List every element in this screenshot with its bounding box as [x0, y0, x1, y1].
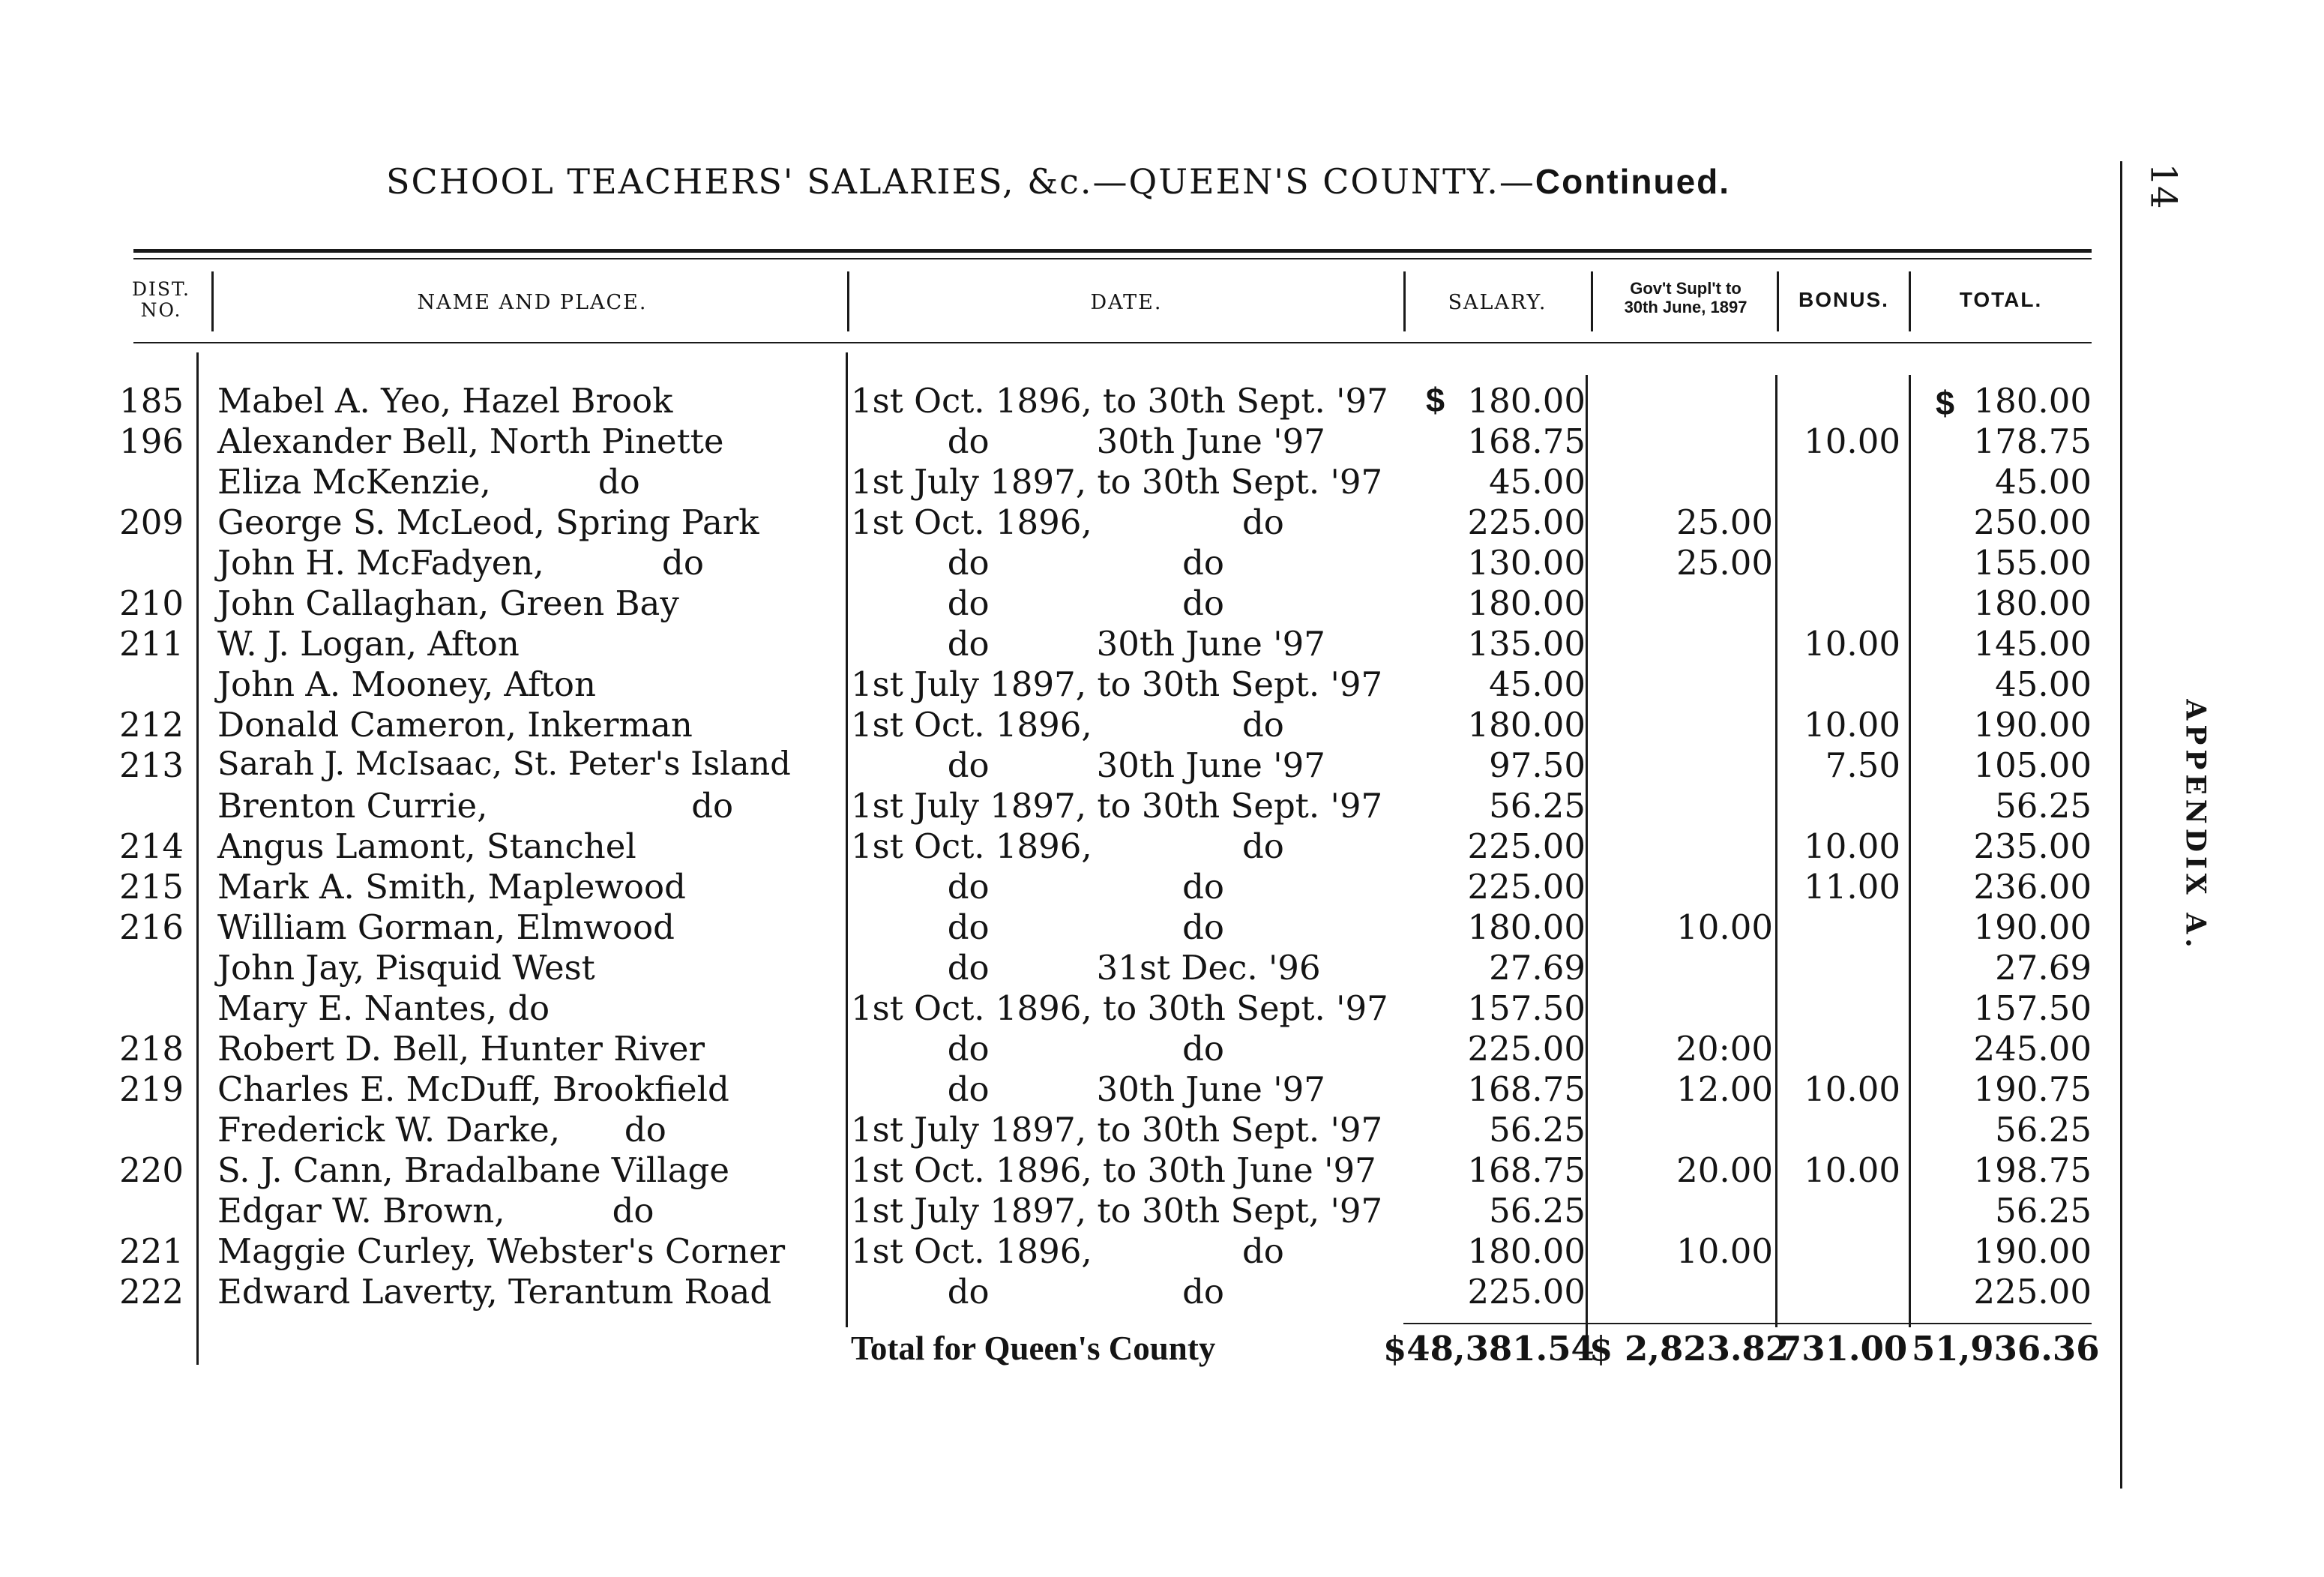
cell-salary: 225.00: [1467, 502, 1586, 542]
cell-salary: 180.00: [1467, 705, 1586, 745]
cell-date: 1st Oct. 1896, to 30th Sept. '97: [851, 988, 1388, 1028]
cell-bonus: 10.00: [1804, 624, 1900, 664]
header-dist-line1: DIST.: [132, 278, 190, 300]
cell-date: 1st Oct. 1896, to 30th June '97: [851, 1150, 1376, 1190]
cell-dist: 218: [119, 1029, 184, 1069]
table-row: [0, 1272, 2324, 1312]
table-row: [0, 745, 2324, 786]
cell-date: do 30th June '97: [851, 421, 1325, 461]
header-dist: [120, 279, 202, 321]
cell-date: 1st Oct. 1896, do: [851, 705, 1284, 745]
cell-date: do do: [851, 867, 1225, 907]
cell-salary: 225.00: [1467, 1029, 1586, 1069]
table-row: [0, 381, 2324, 421]
cell-gov: 20.00: [1676, 1150, 1773, 1190]
cell-bonus: 7.50: [1825, 745, 1900, 785]
table-row: [0, 664, 2324, 705]
cell-total: 190.00: [1973, 907, 2092, 947]
table-row: [0, 1150, 2324, 1191]
cell-date: do 30th June '97: [851, 624, 1325, 664]
header-dist-line2: NO.: [140, 299, 182, 321]
appendix-label: APPENDIX A.: [2179, 699, 2212, 952]
cell-name: Robert D. Bell, Hunter River: [217, 1029, 705, 1069]
cell-total: 198.75: [1973, 1150, 2092, 1190]
cell-total: 235.00: [1973, 826, 2092, 866]
cell-name: W. J. Logan, Afton: [217, 624, 520, 664]
cell-bonus: 11.00: [1804, 867, 1900, 907]
cell-total: 190.75: [1973, 1069, 2092, 1109]
cell-name: Brenton Currie, do: [217, 786, 734, 826]
cell-name: Alexander Bell, North Pinette: [217, 421, 724, 461]
cell-name: Angus Lamont, Stanchel: [217, 826, 636, 866]
table-row: [0, 1110, 2324, 1150]
cell-name: William Gorman, Elmwood: [217, 907, 675, 947]
col-sep: [1909, 271, 1911, 331]
cell-dist: 213: [119, 745, 184, 785]
cell-salary: 97.50: [1489, 745, 1586, 785]
table-row: [0, 421, 2324, 462]
cell-total: 56.25: [1995, 1191, 2092, 1231]
cell-name: Mabel A. Yeo, Hazel Brook: [217, 381, 673, 421]
title-main: SCHOOL TEACHERS' SALARIES, &c.—QUEEN'S COUNTY.—: [386, 161, 1535, 202]
cell-date: 1st July 1897, to 30th Sept. '97: [851, 664, 1383, 704]
cell-dist: 209: [119, 502, 184, 542]
header-name: NAME AND PLACE.: [417, 291, 648, 314]
cell-dist: 196: [119, 421, 184, 461]
cell-dist: 210: [119, 583, 184, 623]
table-row: [0, 1191, 2324, 1231]
cell-total: 225.00: [1973, 1272, 2092, 1312]
cell-date: 1st July 1897, to 30th Sept. '97: [851, 786, 1383, 826]
cell-total: 105.00: [1973, 745, 2092, 785]
cell-salary: 168.75: [1467, 1069, 1586, 1109]
cell-dist: 211: [119, 624, 184, 664]
cell-dist: 215: [119, 867, 184, 907]
cell-name: Mary E. Nantes, do: [217, 988, 550, 1028]
table-row: [0, 988, 2324, 1029]
table-row: [0, 1069, 2324, 1110]
cell-name: Frederick W. Darke, do: [217, 1110, 666, 1150]
cell-gov: 10.00: [1676, 1231, 1773, 1271]
cell-salary: 168.75: [1467, 421, 1586, 461]
cell-total: 145.00: [1973, 624, 2092, 664]
cell-total: 180.00: [1973, 583, 2092, 623]
header-bonus: BONUS.: [1798, 288, 1889, 311]
table-row: [0, 583, 2324, 624]
cell-dist: 185: [119, 381, 184, 421]
cell-date: do do: [851, 907, 1225, 947]
cell-salary: 180.00: [1467, 583, 1586, 623]
cell-salary: 180.00: [1467, 381, 1586, 421]
cell-name: John Callaghan, Green Bay: [217, 583, 679, 623]
cell-salary: 130.00: [1467, 543, 1586, 583]
header-rule-top: [133, 249, 2092, 253]
cell-total: 180.00: [1973, 381, 2092, 421]
cell-name: Donald Cameron, Inkerman: [217, 705, 693, 745]
header-gov-line1: Gov't Supl't to: [1630, 279, 1742, 298]
cell-dist: 219: [119, 1069, 184, 1109]
col-sep: [1777, 271, 1779, 331]
totals-rule: [1403, 1323, 2092, 1324]
header-gov: [1594, 279, 1777, 316]
cell-date: 1st July 1897, to 30th Sept, '97: [851, 1191, 1383, 1231]
cell-total: 45.00: [1995, 462, 2092, 502]
cell-salary: 180.00: [1467, 907, 1586, 947]
cell-date: do 30th June '97: [851, 745, 1325, 785]
table-row: [0, 826, 2324, 867]
header-total: TOTAL.: [1959, 288, 2043, 311]
cell-name: George S. McLeod, Spring Park: [217, 502, 759, 542]
table-row: [0, 867, 2324, 907]
totals-gov: $ 2,823.82: [1589, 1329, 1789, 1369]
cell-name: John Jay, Pisquid West: [217, 948, 595, 988]
totals-total: 51,936.36: [1912, 1329, 2100, 1369]
cell-salary: 45.00: [1489, 664, 1586, 704]
cell-date: 1st Oct. 1896, do: [851, 1231, 1284, 1271]
table-row: [0, 462, 2324, 502]
cell-bonus: 10.00: [1804, 1069, 1900, 1109]
cell-total: 56.25: [1995, 786, 2092, 826]
cell-date: do 31st Dec. '96: [851, 948, 1321, 988]
cell-gov: 20:00: [1676, 1029, 1773, 1069]
cell-date: 1st July 1897, to 30th Sept. '97: [851, 1110, 1383, 1150]
col-sep: [847, 271, 849, 331]
cell-total: 155.00: [1973, 543, 2092, 583]
table-row: [0, 1231, 2324, 1272]
totals-salary: $48,381.54: [1383, 1329, 1595, 1369]
cell-total: 45.00: [1995, 664, 2092, 704]
cell-date: 1st Oct. 1896, do: [851, 502, 1284, 542]
cell-name: Edward Laverty, Terantum Road: [217, 1272, 772, 1312]
cell-salary: 135.00: [1467, 624, 1586, 664]
col-sep: [1403, 271, 1406, 331]
totals-bonus: 731.00: [1778, 1329, 1908, 1369]
page-number: 14: [2142, 163, 2185, 209]
cell-total: 190.00: [1973, 1231, 2092, 1271]
cell-salary: 157.50: [1467, 988, 1586, 1028]
cell-name: Edgar W. Brown, do: [217, 1191, 654, 1231]
cell-dist: 220: [119, 1150, 184, 1190]
cell-date: do do: [851, 1272, 1225, 1312]
cell-gov: 12.00: [1676, 1069, 1773, 1109]
cell-gov: 25.00: [1676, 543, 1773, 583]
cell-name: John H. McFadyen, do: [217, 543, 704, 583]
cell-dist: 216: [119, 907, 184, 947]
cell-dist: 214: [119, 826, 184, 866]
cell-name: Eliza McKenzie, do: [217, 462, 640, 502]
total-dollar-sign: $: [1936, 384, 1955, 422]
cell-bonus: 10.00: [1804, 421, 1900, 461]
cell-name: Mark A. Smith, Maplewood: [217, 867, 686, 907]
table-row: [0, 907, 2324, 948]
cell-salary: 56.25: [1489, 1110, 1586, 1150]
cell-salary: 45.00: [1489, 462, 1586, 502]
cell-name: Maggie Curley, Webster's Corner: [217, 1231, 786, 1271]
cell-salary: 225.00: [1467, 826, 1586, 866]
table-row: [0, 543, 2324, 583]
cell-dist: 221: [119, 1231, 184, 1271]
cell-salary: 168.75: [1467, 1150, 1586, 1190]
table-row: [0, 624, 2324, 664]
cell-date: 1st Oct. 1896, to 30th Sept. '97: [851, 381, 1388, 421]
header-gov-line2: 30th June, 1897: [1624, 298, 1747, 316]
cell-total: 250.00: [1973, 502, 2092, 542]
salary-dollar-sign: $: [1426, 381, 1445, 419]
table-row: [0, 502, 2324, 543]
col-sep: [211, 271, 214, 331]
cell-salary: 56.25: [1489, 1191, 1586, 1231]
cell-gov: 25.00: [1676, 502, 1773, 542]
table-row: [0, 786, 2324, 826]
cell-salary: 225.00: [1467, 1272, 1586, 1312]
table-row: [0, 948, 2324, 988]
page-title: [386, 161, 1730, 202]
header-rule-bottom: [133, 342, 2092, 343]
cell-date: do 30th June '97: [851, 1069, 1325, 1109]
cell-date: 1st July 1897, to 30th Sept. '97: [851, 462, 1383, 502]
cell-bonus: 10.00: [1804, 1150, 1900, 1190]
header-rule-second: [133, 258, 2092, 259]
cell-name: Charles E. McDuff, Brookfield: [217, 1069, 729, 1109]
cell-bonus: 10.00: [1804, 826, 1900, 866]
cell-total: 236.00: [1973, 867, 2092, 907]
cell-name: Sarah J. McIsaac, St. Peter's Island: [217, 745, 791, 783]
cell-total: 27.69: [1995, 948, 2092, 988]
cell-salary: 27.69: [1489, 948, 1586, 988]
cell-date: do do: [851, 1029, 1225, 1069]
cell-gov: 10.00: [1676, 907, 1773, 947]
cell-total: 178.75: [1973, 421, 2092, 461]
title-continued: Continued.: [1535, 162, 1731, 201]
cell-bonus: 10.00: [1804, 705, 1900, 745]
cell-date: 1st Oct. 1896, do: [851, 826, 1284, 866]
cell-total: 245.00: [1973, 1029, 2092, 1069]
totals-row: [0, 1329, 2324, 1369]
col-sep: [1591, 271, 1593, 331]
cell-total: 157.50: [1973, 988, 2092, 1028]
cell-date: do do: [851, 583, 1225, 623]
header-salary: SALARY.: [1448, 291, 1547, 314]
cell-name: John A. Mooney, Afton: [217, 664, 596, 704]
cell-salary: 180.00: [1467, 1231, 1586, 1271]
cell-dist: 222: [119, 1272, 184, 1312]
cell-total: 56.25: [1995, 1110, 2092, 1150]
cell-date: do do: [851, 543, 1225, 583]
cell-total: 190.00: [1973, 705, 2092, 745]
cell-salary: 56.25: [1489, 786, 1586, 826]
cell-name: S. J. Cann, Bradalbane Village: [217, 1150, 729, 1190]
table-row: [0, 705, 2324, 745]
cell-dist: 212: [119, 705, 184, 745]
cell-salary: 225.00: [1467, 867, 1586, 907]
table-row: [0, 1029, 2324, 1069]
totals-label: Total for Queen's County: [851, 1330, 1216, 1367]
header-date: DATE.: [1090, 291, 1163, 314]
